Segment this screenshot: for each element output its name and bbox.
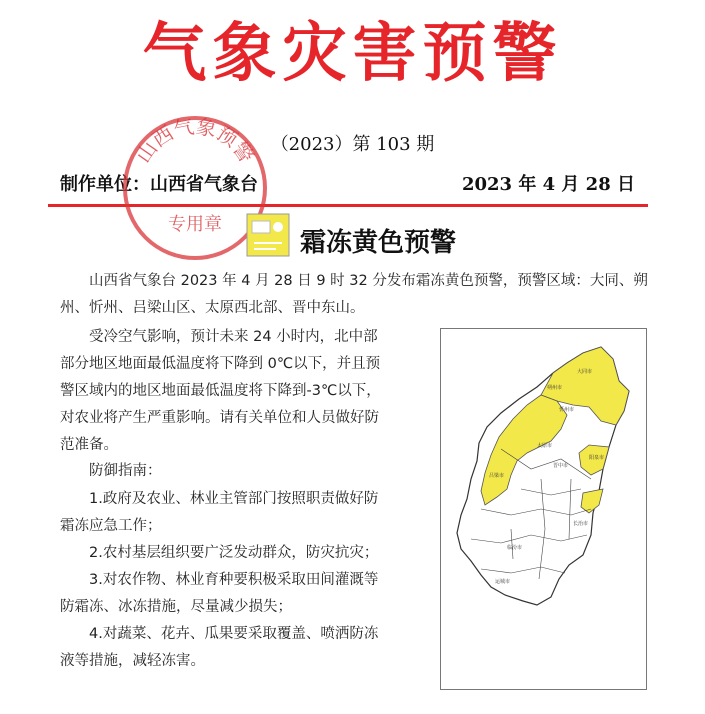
map-city-label: 朔州市 bbox=[547, 385, 563, 391]
guidance-title: 防御指南： bbox=[89, 463, 162, 479]
warning-area-southeast bbox=[581, 489, 603, 513]
producer-label: 制作单位：山西省气象台 bbox=[60, 174, 258, 195]
warning-title: 霜冻黄色预警 bbox=[300, 228, 457, 258]
svg-text:山西气象预警 bbox=[131, 114, 259, 167]
warning-paragraph-1: 山西省气象台 2023 年 4 月 28 日 9 时 32 分发布霜冻黄色预警，预警区域：大同、朔州、忻州、吕梁山区、太原西北部、晋中东山。 bbox=[60, 273, 648, 316]
warning-area-map bbox=[440, 328, 647, 690]
map-city-label: 阳泉市 bbox=[589, 455, 605, 461]
stamp-text-top: 山西气象预警 bbox=[130, 114, 260, 168]
map-city-label: 大同市 bbox=[577, 369, 593, 375]
map-city-label: 太原市 bbox=[537, 443, 553, 449]
issue-date: 2023 年 4 月 28 日 bbox=[461, 174, 635, 195]
issue-number: （2023）第 103 期 bbox=[270, 134, 435, 155]
stamp-text-bottom: 专用章 bbox=[168, 214, 222, 235]
map-city-label: 临汾市 bbox=[507, 545, 523, 551]
guidance-item-4: 4.对蔬菜、花卉、瓜果要采取覆盖、喷洒防冻液等措施，减轻冻害。 bbox=[60, 626, 379, 669]
frost-warning-icon bbox=[246, 213, 290, 257]
guidance-item-2: 2.农村基层组织要广泛发动群众，防灾抗灾； bbox=[89, 545, 379, 561]
warning-paragraph-2: 受冷空气影响，预计未来 24 小时内，北中部部分地区地面最低温度将下降到 0℃以下，并且预警区域内的地区地面最低温度将下降到-3℃以下，对农业将产生严重影响。请有关单位和人员做好防范准备。 bbox=[60, 329, 381, 453]
map-city-label: 运城市 bbox=[495, 579, 511, 585]
map-city-label: 忻州市 bbox=[559, 407, 575, 413]
shanxi-map-svg bbox=[441, 329, 646, 689]
document-title: 气象灾害预警 bbox=[142, 16, 563, 91]
map-city-label: 吕梁市 bbox=[489, 473, 505, 479]
map-city-label: 长治市 bbox=[573, 521, 589, 527]
guidance-item-1: 1.政府及农业、林业主管部门按照职责做好防霜冻应急工作； bbox=[60, 491, 379, 534]
guidance-item-3: 3.对农作物、林业育种要积极采取田间灌溉等防霜冻、冰冻措施，尽量减少损失； bbox=[60, 572, 379, 615]
map-city-label: 晋中市 bbox=[553, 463, 569, 469]
